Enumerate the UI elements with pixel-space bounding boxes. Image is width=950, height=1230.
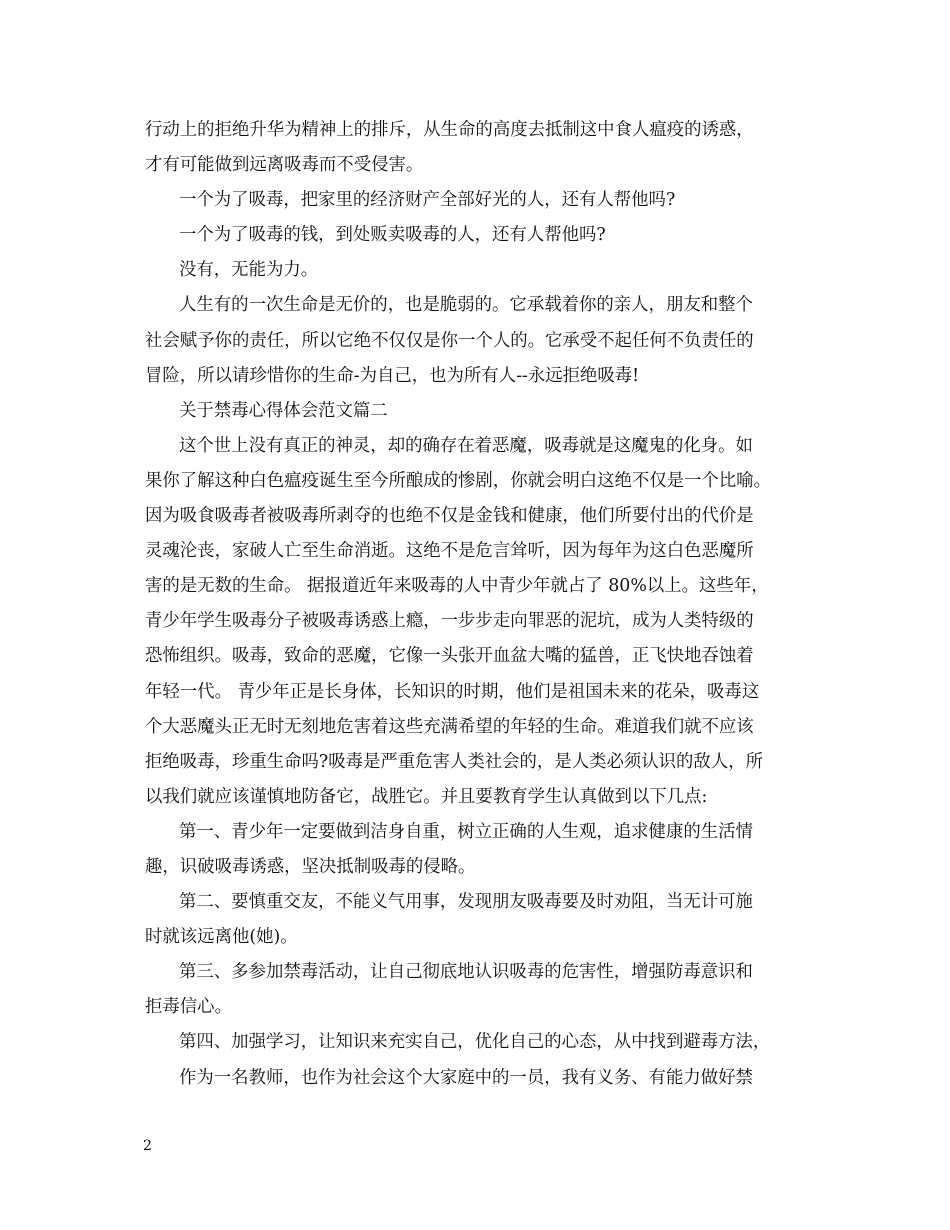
text-line: 恐怖组织。吸毒，致命的恶魔，它像一头张开血盆大嘴的猛兽，正飞快地吞蚀着 — [145, 646, 754, 667]
page-number: 2 — [143, 1138, 152, 1154]
text-line: 拒绝吸毒，珍重生命吗?吸毒是严重危害人类社会的，是人类必须认识的敌人，所 — [145, 751, 763, 772]
text-line: 个大恶魔头正无时无刻地危害着这些充满希望的年轻的生命。难道我们就不应该 — [145, 716, 754, 737]
text-line: 才有可能做到远离吸毒而不受侵害。 — [145, 155, 424, 176]
text-line: 因为吸食吸毒者被吸毒所剥夺的也绝不仅是金钱和健康，他们所要付出的代价是 — [145, 506, 754, 527]
text-line: 作为一名教师，也作为社会这个大家庭中的一员，我有义务、有能力做好禁 — [179, 1067, 753, 1088]
text-line: 以我们就应该谨慎地防备它，战胜它。并且要教育学生认真做到以下几点: — [145, 786, 708, 807]
text-line: 没有，无能为力。 — [179, 260, 319, 281]
text-line: 拒毒信心。 — [145, 997, 232, 1018]
text-line: 第一、青少年一定要做到洁身自重，树立正确的人生观，追求健康的生活情 — [179, 821, 753, 842]
section-heading: 关于禁毒心得体会范文篇二 — [179, 400, 388, 421]
text-line: 第三、多参加禁毒活动，让自己彻底地认识吸毒的危害性，增强防毒意识和 — [179, 962, 753, 983]
text-line: 社会赋予你的责任，所以它绝不仅仅是你一个人的。它承受不起任何不负责任的 — [145, 330, 754, 351]
text-line: 人生有的一次生命是无价的，也是脆弱的。它承载着你的亲人，朋友和整个 — [179, 295, 753, 316]
text-line: 第二、要慎重交友，不能义气用事，发现朋友吸毒要及时劝阻，当无计可施 — [179, 892, 753, 913]
text-line: 第四、加强学习，让知识来充实自己，优化自己的心态，从中找到避毒方法， — [179, 1032, 771, 1053]
text-line: 一个为了吸毒，把家里的经济财产全部好光的人，还有人帮他吗? — [179, 190, 676, 211]
text-line: 害的是无数的生命。 据报道近年来吸毒的人中青少年就占了 80%以上。这些年， — [145, 576, 769, 597]
document-body — [145, 113, 825, 1096]
text-line: 果你了解这种白色瘟疫诞生至今所酿成的惨剧，你就会明白这绝不仅是一个比喻。 — [145, 470, 772, 491]
text-line: 行动上的拒绝升华为精神上的排斥，从生命的高度去抵制这中食人瘟疫的诱惑， — [145, 120, 754, 140]
text-line: 时就该远离他(她)。 — [145, 927, 298, 948]
text-line: 这个世上没有真正的神灵，却的确存在着恶魔，吸毒就是这魔鬼的化身。如 — [179, 435, 753, 456]
text-line: 一个为了吸毒的钱，到处贩卖吸毒的人，还有人帮他吗? — [179, 225, 606, 246]
text-line: 青少年学生吸毒分子被吸毒诱惑上瘾，一步步走向罪恶的泥坑，成为人类特级的 — [145, 611, 754, 632]
text-line: 趣，识破吸毒诱惑，坚决抵制吸毒的侵略。 — [145, 856, 476, 877]
text-line: 年轻一代。 青少年正是长身体，长知识的时期，他们是祖国未来的花朵，吸毒这 — [145, 681, 760, 702]
text-line: 冒险，所以请珍惜你的生命-为自己，也为所有人--永远拒绝吸毒! — [145, 365, 640, 386]
text-line: 灵魂沦丧，家破人亡至生命消逝。这绝不是危言耸听，因为每年为这白色恶魔所 — [145, 541, 754, 562]
